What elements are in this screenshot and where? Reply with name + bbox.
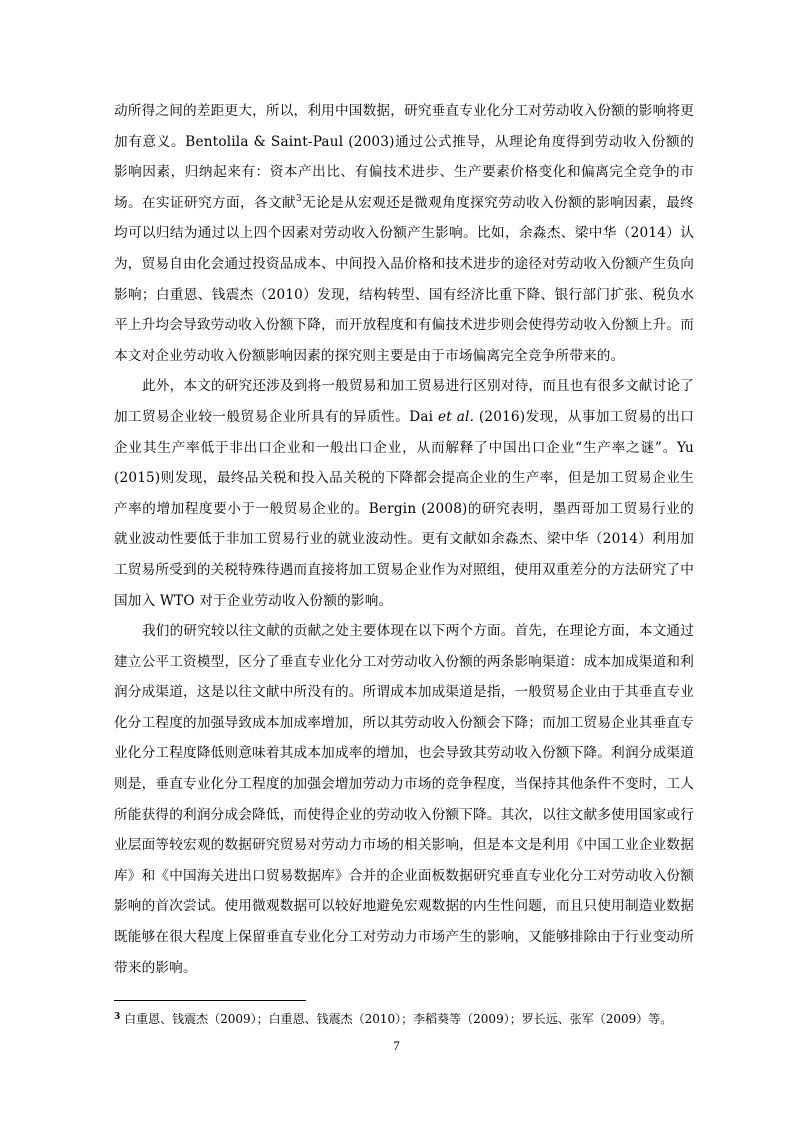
paragraph (114, 616, 694, 983)
text-run: 动所得之间的差距更大，所以，利用中国数据，研究垂直专业化分工对劳动收入份额的影响将更加有意义。Bentolila & Saint-Paul (2003)通过公式推导，从理论角度得到劳动收入份额的影响因素，归纳起来有：资本产出比、有偏技术进步、生产要素价格变化和偏离完全竞争的市场。在实证研究方面，各文献 (114, 103, 694, 211)
paragraph (114, 96, 694, 371)
footnote (114, 1010, 694, 1028)
italic-text: et al. (438, 408, 475, 425)
footnote-mark: 3 (114, 1012, 121, 1022)
text-run: (2016)发现，从事加工贸易的出口企业其生产率低于非出口企业和一般出口企业，从而解释了中国出口企业“生产率之谜”。Yu (2015)则发现，最终品关税和投入品关税的下降都会提高企业的生产率，但是加工贸易企业生产率的增加程度要小于一般贸易企业的。Bergin (2008)的研究表明，墨西哥加工贸易行业的就业波动性要低于非加工贸易行业的就业波动性。更有文献如余淼杰、梁中华（2014）利用加工贸易所受到的关税特殊待遇而直接将加工贸易企业作为对照组，使用双重差分的方法研究了中国加入 WTO 对于企业劳动收入份额的影响。 (114, 408, 695, 609)
footnote-reference: 3 (296, 193, 302, 204)
footnote-text: 白重恩、钱震杰（2009）；白重恩、钱震杰（2010）；李稻葵等（2009）；罗长远、张军（2009）等。 (120, 1012, 673, 1026)
text-run: 我们的研究较以往文献的贡献之处主要体现在以下两个方面。首先，在理论方面，本文通过建立公平工资模型，区分了垂直专业化分工对劳动收入份额的两条影响渠道：成本加成渠道和利润分成渠道，这是以往文献中所没有的。所谓成本加成渠道是指，一般贸易企业由于其垂直专业化分工程度的加强导致成本加成率增加，所以其劳动收入份额会下降；而加工贸易企业其垂直专业化分工程度降低则意味着其成本加成率的增加，也会导致其劳动收入份额下降。利润分成渠道则是，垂直专业化分工程度的加强会增加劳动力市场的竞争程度，当保持其他条件不变时，工人所能获得的利润分成会降低，而使得企业的劳动收入份额下降。其次，以往文献多使用国家或行业层面等较宏观的数据研究贸易对劳动力市场的相关影响，但是本文是利用《中国工业企业数据库》和《中国海关进出口贸易数据库》合并的企业面板数据研究垂直专业化分工对劳动收入份额影响的首次尝试。使用微观数据可以较好地避免宏观数据的内生性问题，而且只使用制造业数据既能够在很大程度上保留垂直专业化分工对劳动力市场产生的影响，又能够排除由于行业变动所带来的影响。 (114, 623, 694, 976)
paragraph (114, 371, 694, 616)
text-run: 无论是从宏观还是微观角度探究劳动收入份额的影响因素，最终均可以归结为通过以上四个因素对劳动收入份额产生影响。比如，余淼杰、梁中华（2014）认为，贸易自由化会通过投资品成本、中间投入品价格和技术进步的途径对劳动收入份额产生负向影响；白重恩、钱震杰（2010）发现，结构转型、国有经济比重下降、银行部门扩张、税负水平上升均会导致劳动收入份额下降，而开放程度和有偏技术进步则会使得劳动收入份额上升。而本文对企业劳动收入份额影响因素的探究则主要是由于市场偏离完全竞争所带来的。 (114, 194, 694, 364)
footnote-divider (114, 1000, 306, 1001)
body-text (114, 96, 694, 983)
page-number: 7 (393, 1038, 400, 1053)
text-run: 此外，本文的研究还涉及到将一般贸易和加工贸易进行区别对待，而且也有很多文献讨论了加工贸易企业较一般贸易企业所具有的异质性。Dai (114, 378, 694, 425)
